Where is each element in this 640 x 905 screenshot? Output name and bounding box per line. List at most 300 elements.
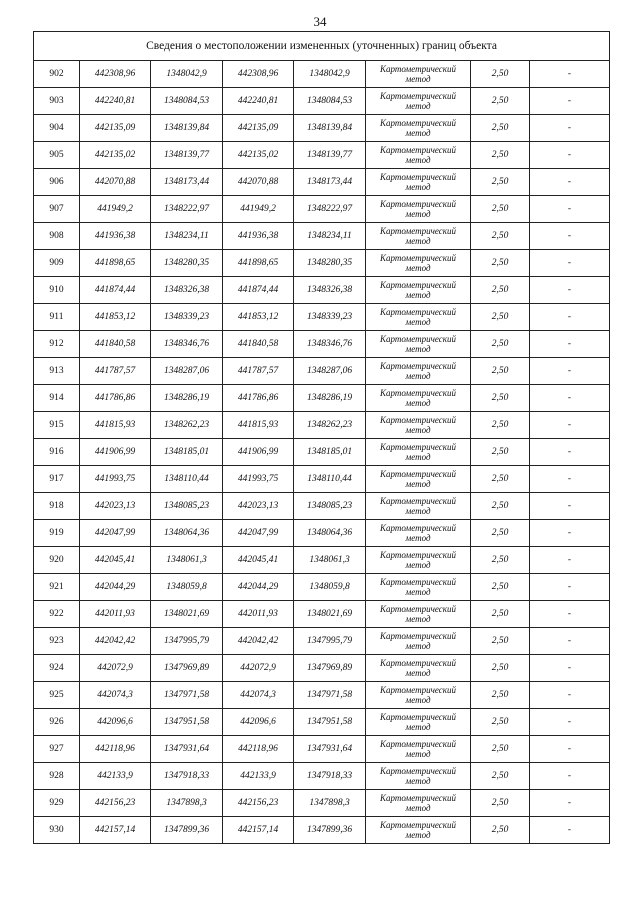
method-label-line2: метод xyxy=(405,209,431,219)
x-new-cell: 442023,13 xyxy=(223,493,294,520)
y-new-cell: 1348222,97 xyxy=(294,196,366,223)
point-number-cell: 908 xyxy=(34,223,80,250)
table-row xyxy=(34,277,610,304)
method-label-line1: Картометрический xyxy=(379,280,456,290)
x-new-cell: 441936,38 xyxy=(223,223,294,250)
point-number-cell: 915 xyxy=(34,412,80,439)
method-label-line2: метод xyxy=(405,695,431,705)
table-row xyxy=(34,115,610,142)
point-number-cell: 913 xyxy=(34,358,80,385)
accuracy-cell: 2,50 xyxy=(471,88,530,115)
table-row xyxy=(34,655,610,682)
accuracy-cell: 2,50 xyxy=(471,250,530,277)
x-new-cell: 441787,57 xyxy=(223,358,294,385)
point-number-cell: 905 xyxy=(34,142,80,169)
x-new-cell: 442044,29 xyxy=(223,574,294,601)
method-label-line2: метод xyxy=(405,749,431,759)
x-new-cell: 442135,09 xyxy=(223,115,294,142)
method-label-line2: метод xyxy=(405,128,431,138)
method-label-line2: метод xyxy=(405,641,431,651)
description-cell: - xyxy=(530,520,610,547)
method-label-line1: Картометрический xyxy=(379,388,456,398)
description-cell: - xyxy=(530,412,610,439)
method-label-line2: метод xyxy=(405,830,431,840)
method-label-line1: Картометрический xyxy=(379,496,456,506)
method-label-line2: метод xyxy=(405,290,431,300)
x-new-cell: 442156,23 xyxy=(223,790,294,817)
y-existing-cell: 1348185,01 xyxy=(151,439,223,466)
accuracy-cell: 2,50 xyxy=(471,196,530,223)
y-new-cell: 1347931,64 xyxy=(294,736,366,763)
method-label-line2: метод xyxy=(405,155,431,165)
method-label-line1: Картометрический xyxy=(379,253,456,263)
method-label-line1: Картометрический xyxy=(379,118,456,128)
method-cell xyxy=(366,709,471,736)
table-row xyxy=(34,601,610,628)
table-row xyxy=(34,628,610,655)
table-row xyxy=(34,304,610,331)
page-number: 34 xyxy=(313,14,327,29)
method-cell xyxy=(366,493,471,520)
point-number-cell: 925 xyxy=(34,682,80,709)
method-label-line2: метод xyxy=(405,560,431,570)
method-label-line1: Картометрический xyxy=(379,91,456,101)
x-new-cell: 442070,88 xyxy=(223,169,294,196)
method-cell xyxy=(366,358,471,385)
x-existing-cell: 442042,42 xyxy=(80,628,151,655)
method-cell xyxy=(366,88,471,115)
accuracy-cell: 2,50 xyxy=(471,763,530,790)
y-existing-cell: 1348084,53 xyxy=(151,88,223,115)
x-existing-cell: 441786,86 xyxy=(80,385,151,412)
accuracy-cell: 2,50 xyxy=(471,223,530,250)
table-row xyxy=(34,358,610,385)
y-existing-cell: 1347931,64 xyxy=(151,736,223,763)
y-new-cell: 1348286,19 xyxy=(294,385,366,412)
description-cell: - xyxy=(530,709,610,736)
point-number-cell: 904 xyxy=(34,115,80,142)
description-cell: - xyxy=(530,331,610,358)
method-cell xyxy=(366,682,471,709)
table-row xyxy=(34,169,610,196)
y-new-cell: 1348280,35 xyxy=(294,250,366,277)
y-existing-cell: 1348346,76 xyxy=(151,331,223,358)
point-number-cell: 918 xyxy=(34,493,80,520)
method-label-line1: Картометрический xyxy=(379,334,456,344)
table-row xyxy=(34,682,610,709)
y-new-cell: 1347969,89 xyxy=(294,655,366,682)
accuracy-cell: 2,50 xyxy=(471,412,530,439)
x-existing-cell: 441936,38 xyxy=(80,223,151,250)
table-row xyxy=(34,223,610,250)
y-new-cell: 1348262,23 xyxy=(294,412,366,439)
description-cell: - xyxy=(530,763,610,790)
method-label-line1: Картометрический xyxy=(379,793,456,803)
y-existing-cell: 1348173,44 xyxy=(151,169,223,196)
point-number-cell: 917 xyxy=(34,466,80,493)
accuracy-cell: 2,50 xyxy=(471,520,530,547)
x-existing-cell: 442044,29 xyxy=(80,574,151,601)
x-existing-cell: 441815,93 xyxy=(80,412,151,439)
table-row xyxy=(34,547,610,574)
accuracy-cell: 2,50 xyxy=(471,61,530,88)
table-row xyxy=(34,736,610,763)
y-new-cell: 1348085,23 xyxy=(294,493,366,520)
method-label-line2: метод xyxy=(405,614,431,624)
point-number-cell: 902 xyxy=(34,61,80,88)
method-label-line1: Картометрический xyxy=(379,469,456,479)
method-label-line2: метод xyxy=(405,101,431,111)
y-existing-cell: 1348110,44 xyxy=(151,466,223,493)
point-number-cell: 916 xyxy=(34,439,80,466)
y-new-cell: 1347898,3 xyxy=(294,790,366,817)
y-new-cell: 1348339,23 xyxy=(294,304,366,331)
method-label-line1: Картометрический xyxy=(379,604,456,614)
accuracy-cell: 2,50 xyxy=(471,142,530,169)
method-cell xyxy=(366,790,471,817)
point-number-cell: 910 xyxy=(34,277,80,304)
x-new-cell: 442157,14 xyxy=(223,817,294,844)
x-new-cell: 442308,96 xyxy=(223,61,294,88)
x-new-cell: 441993,75 xyxy=(223,466,294,493)
accuracy-cell: 2,50 xyxy=(471,493,530,520)
y-existing-cell: 1347971,58 xyxy=(151,682,223,709)
y-new-cell: 1348021,69 xyxy=(294,601,366,628)
point-number-cell: 922 xyxy=(34,601,80,628)
table-row xyxy=(34,709,610,736)
x-new-cell: 442047,99 xyxy=(223,520,294,547)
y-existing-cell: 1348059,8 xyxy=(151,574,223,601)
y-existing-cell: 1348061,3 xyxy=(151,547,223,574)
table-row xyxy=(34,331,610,358)
method-cell xyxy=(366,169,471,196)
description-cell: - xyxy=(530,169,610,196)
accuracy-cell: 2,50 xyxy=(471,547,530,574)
method-label-line1: Картометрический xyxy=(379,658,456,668)
y-existing-cell: 1348262,23 xyxy=(151,412,223,439)
x-new-cell: 442240,81 xyxy=(223,88,294,115)
table-row xyxy=(34,493,610,520)
point-number-cell: 930 xyxy=(34,817,80,844)
accuracy-cell: 2,50 xyxy=(471,385,530,412)
description-cell: - xyxy=(530,682,610,709)
method-cell xyxy=(366,736,471,763)
description-cell: - xyxy=(530,88,610,115)
method-cell xyxy=(366,61,471,88)
point-number-cell: 926 xyxy=(34,709,80,736)
y-existing-cell: 1347918,33 xyxy=(151,763,223,790)
description-cell: - xyxy=(530,142,610,169)
method-cell xyxy=(366,385,471,412)
method-cell xyxy=(366,331,471,358)
description-cell: - xyxy=(530,385,610,412)
y-existing-cell: 1348286,19 xyxy=(151,385,223,412)
x-existing-cell: 442135,02 xyxy=(80,142,151,169)
x-new-cell: 441853,12 xyxy=(223,304,294,331)
method-label-line2: метод xyxy=(405,263,431,273)
method-label-line2: метод xyxy=(405,506,431,516)
method-label-line1: Картометрический xyxy=(379,631,456,641)
x-existing-cell: 442156,23 xyxy=(80,790,151,817)
point-number-cell: 906 xyxy=(34,169,80,196)
y-new-cell: 1348059,8 xyxy=(294,574,366,601)
y-new-cell: 1348084,53 xyxy=(294,88,366,115)
y-new-cell: 1348326,38 xyxy=(294,277,366,304)
y-new-cell: 1348185,01 xyxy=(294,439,366,466)
x-new-cell: 442135,02 xyxy=(223,142,294,169)
y-new-cell: 1347899,36 xyxy=(294,817,366,844)
method-label-line1: Картометрический xyxy=(379,415,456,425)
point-number-cell: 929 xyxy=(34,790,80,817)
description-cell: - xyxy=(530,439,610,466)
accuracy-cell: 2,50 xyxy=(471,169,530,196)
method-cell xyxy=(366,412,471,439)
description-cell: - xyxy=(530,250,610,277)
method-label-line2: метод xyxy=(405,371,431,381)
y-new-cell: 1348064,36 xyxy=(294,520,366,547)
x-existing-cell: 442118,96 xyxy=(80,736,151,763)
x-new-cell: 442118,96 xyxy=(223,736,294,763)
x-existing-cell: 442096,6 xyxy=(80,709,151,736)
method-label-line2: метод xyxy=(405,668,431,678)
method-label-line1: Картометрический xyxy=(379,685,456,695)
description-cell: - xyxy=(530,493,610,520)
x-existing-cell: 442074,3 xyxy=(80,682,151,709)
x-new-cell: 441786,86 xyxy=(223,385,294,412)
method-cell xyxy=(366,574,471,601)
accuracy-cell: 2,50 xyxy=(471,277,530,304)
point-number-cell: 907 xyxy=(34,196,80,223)
y-existing-cell: 1348280,35 xyxy=(151,250,223,277)
accuracy-cell: 2,50 xyxy=(471,466,530,493)
x-new-cell: 442045,41 xyxy=(223,547,294,574)
description-cell: - xyxy=(530,790,610,817)
point-number-cell: 909 xyxy=(34,250,80,277)
method-label-line1: Картометрический xyxy=(379,712,456,722)
y-existing-cell: 1347951,58 xyxy=(151,709,223,736)
method-label-line1: Картометрический xyxy=(379,739,456,749)
method-label-line1: Картометрический xyxy=(379,172,456,182)
x-new-cell: 441840,58 xyxy=(223,331,294,358)
y-existing-cell: 1347898,3 xyxy=(151,790,223,817)
x-new-cell: 442133,9 xyxy=(223,763,294,790)
method-label-line2: метод xyxy=(405,317,431,327)
description-cell: - xyxy=(530,601,610,628)
table-row xyxy=(34,142,610,169)
description-cell: - xyxy=(530,547,610,574)
method-label-line1: Картометрический xyxy=(379,361,456,371)
y-existing-cell: 1348021,69 xyxy=(151,601,223,628)
accuracy-cell: 2,50 xyxy=(471,331,530,358)
accuracy-cell: 2,50 xyxy=(471,439,530,466)
x-existing-cell: 442047,99 xyxy=(80,520,151,547)
x-existing-cell: 442070,88 xyxy=(80,169,151,196)
y-new-cell: 1348173,44 xyxy=(294,169,366,196)
x-existing-cell: 442011,93 xyxy=(80,601,151,628)
method-cell xyxy=(366,466,471,493)
point-number-cell: 911 xyxy=(34,304,80,331)
method-label-line1: Картометрический xyxy=(379,145,456,155)
method-cell xyxy=(366,277,471,304)
y-existing-cell: 1348139,77 xyxy=(151,142,223,169)
y-existing-cell: 1348139,84 xyxy=(151,115,223,142)
method-label-line2: метод xyxy=(405,587,431,597)
y-new-cell: 1348234,11 xyxy=(294,223,366,250)
method-label-line2: метод xyxy=(405,452,431,462)
y-new-cell: 1348110,44 xyxy=(294,466,366,493)
description-cell: - xyxy=(530,223,610,250)
x-new-cell: 441906,99 xyxy=(223,439,294,466)
x-existing-cell: 442240,81 xyxy=(80,88,151,115)
table-row xyxy=(34,817,610,844)
description-cell: - xyxy=(530,196,610,223)
table-row xyxy=(34,466,610,493)
point-number-cell: 914 xyxy=(34,385,80,412)
y-new-cell: 1348346,76 xyxy=(294,331,366,358)
method-cell xyxy=(366,439,471,466)
description-cell: - xyxy=(530,817,610,844)
accuracy-cell: 2,50 xyxy=(471,682,530,709)
table-row xyxy=(34,196,610,223)
accuracy-cell: 2,50 xyxy=(471,736,530,763)
y-new-cell: 1348139,77 xyxy=(294,142,366,169)
x-new-cell: 442042,42 xyxy=(223,628,294,655)
x-existing-cell: 441874,44 xyxy=(80,277,151,304)
y-existing-cell: 1348064,36 xyxy=(151,520,223,547)
x-new-cell: 442072,9 xyxy=(223,655,294,682)
x-existing-cell: 442133,9 xyxy=(80,763,151,790)
method-label-line2: метод xyxy=(405,533,431,543)
x-existing-cell: 442157,14 xyxy=(80,817,151,844)
boundary-coordinates-table xyxy=(33,31,610,844)
point-number-cell: 923 xyxy=(34,628,80,655)
method-label-line1: Картометрический xyxy=(379,64,456,74)
method-cell xyxy=(366,655,471,682)
accuracy-cell: 2,50 xyxy=(471,304,530,331)
accuracy-cell: 2,50 xyxy=(471,817,530,844)
method-cell xyxy=(366,223,471,250)
method-label-line1: Картометрический xyxy=(379,820,456,830)
method-cell xyxy=(366,601,471,628)
table-row xyxy=(34,763,610,790)
x-new-cell: 441898,65 xyxy=(223,250,294,277)
method-cell xyxy=(366,547,471,574)
description-cell: - xyxy=(530,574,610,601)
description-cell: - xyxy=(530,304,610,331)
y-new-cell: 1348042,9 xyxy=(294,61,366,88)
x-existing-cell: 442135,09 xyxy=(80,115,151,142)
method-label-line2: метод xyxy=(405,776,431,786)
method-label-line2: метод xyxy=(405,344,431,354)
table-title-row xyxy=(34,32,610,61)
x-existing-cell: 441787,57 xyxy=(80,358,151,385)
accuracy-cell: 2,50 xyxy=(471,790,530,817)
x-existing-cell: 441840,58 xyxy=(80,331,151,358)
x-new-cell: 441949,2 xyxy=(223,196,294,223)
x-existing-cell: 442308,96 xyxy=(80,61,151,88)
accuracy-cell: 2,50 xyxy=(471,709,530,736)
method-label-line2: метод xyxy=(405,236,431,246)
y-new-cell: 1347971,58 xyxy=(294,682,366,709)
table-row xyxy=(34,250,610,277)
accuracy-cell: 2,50 xyxy=(471,601,530,628)
section-title: Сведения о местоположении измененных (уточненных) границ объекта xyxy=(34,32,610,61)
table-row xyxy=(34,412,610,439)
accuracy-cell: 2,50 xyxy=(471,628,530,655)
method-cell xyxy=(366,520,471,547)
accuracy-cell: 2,50 xyxy=(471,115,530,142)
y-new-cell: 1348139,84 xyxy=(294,115,366,142)
point-number-cell: 920 xyxy=(34,547,80,574)
method-cell xyxy=(366,250,471,277)
x-existing-cell: 441853,12 xyxy=(80,304,151,331)
method-label-line2: метод xyxy=(405,722,431,732)
x-new-cell: 442074,3 xyxy=(223,682,294,709)
method-label-line2: метод xyxy=(405,182,431,192)
table-row xyxy=(34,520,610,547)
point-number-cell: 924 xyxy=(34,655,80,682)
point-number-cell: 903 xyxy=(34,88,80,115)
y-existing-cell: 1348222,97 xyxy=(151,196,223,223)
x-existing-cell: 441993,75 xyxy=(80,466,151,493)
table-row xyxy=(34,439,610,466)
table-row xyxy=(34,88,610,115)
method-label-line1: Картометрический xyxy=(379,550,456,560)
y-new-cell: 1348061,3 xyxy=(294,547,366,574)
description-cell: - xyxy=(530,115,610,142)
y-existing-cell: 1347899,36 xyxy=(151,817,223,844)
table-row xyxy=(34,790,610,817)
method-cell xyxy=(366,628,471,655)
method-cell xyxy=(366,304,471,331)
x-new-cell: 442011,93 xyxy=(223,601,294,628)
x-new-cell: 441874,44 xyxy=(223,277,294,304)
x-new-cell: 441815,93 xyxy=(223,412,294,439)
x-new-cell: 442096,6 xyxy=(223,709,294,736)
x-existing-cell: 442045,41 xyxy=(80,547,151,574)
y-new-cell: 1347918,33 xyxy=(294,763,366,790)
y-new-cell: 1347995,79 xyxy=(294,628,366,655)
point-number-cell: 912 xyxy=(34,331,80,358)
method-label-line2: метод xyxy=(405,398,431,408)
y-existing-cell: 1348085,23 xyxy=(151,493,223,520)
x-existing-cell: 442023,13 xyxy=(80,493,151,520)
point-number-cell: 921 xyxy=(34,574,80,601)
method-label-line1: Картометрический xyxy=(379,226,456,236)
method-cell xyxy=(366,142,471,169)
description-cell: - xyxy=(530,628,610,655)
y-existing-cell: 1348042,9 xyxy=(151,61,223,88)
description-cell: - xyxy=(530,61,610,88)
method-label-line1: Картометрический xyxy=(379,577,456,587)
method-cell xyxy=(366,817,471,844)
description-cell: - xyxy=(530,466,610,493)
y-existing-cell: 1348287,06 xyxy=(151,358,223,385)
y-new-cell: 1348287,06 xyxy=(294,358,366,385)
description-cell: - xyxy=(530,277,610,304)
point-number-cell: 927 xyxy=(34,736,80,763)
point-number-cell: 919 xyxy=(34,520,80,547)
description-cell: - xyxy=(530,655,610,682)
point-number-cell: 928 xyxy=(34,763,80,790)
method-label-line2: метод xyxy=(405,479,431,489)
method-label-line2: метод xyxy=(405,425,431,435)
method-label-line1: Картометрический xyxy=(379,199,456,209)
y-existing-cell: 1348326,38 xyxy=(151,277,223,304)
table-row xyxy=(34,574,610,601)
table-row xyxy=(34,385,610,412)
y-new-cell: 1347951,58 xyxy=(294,709,366,736)
